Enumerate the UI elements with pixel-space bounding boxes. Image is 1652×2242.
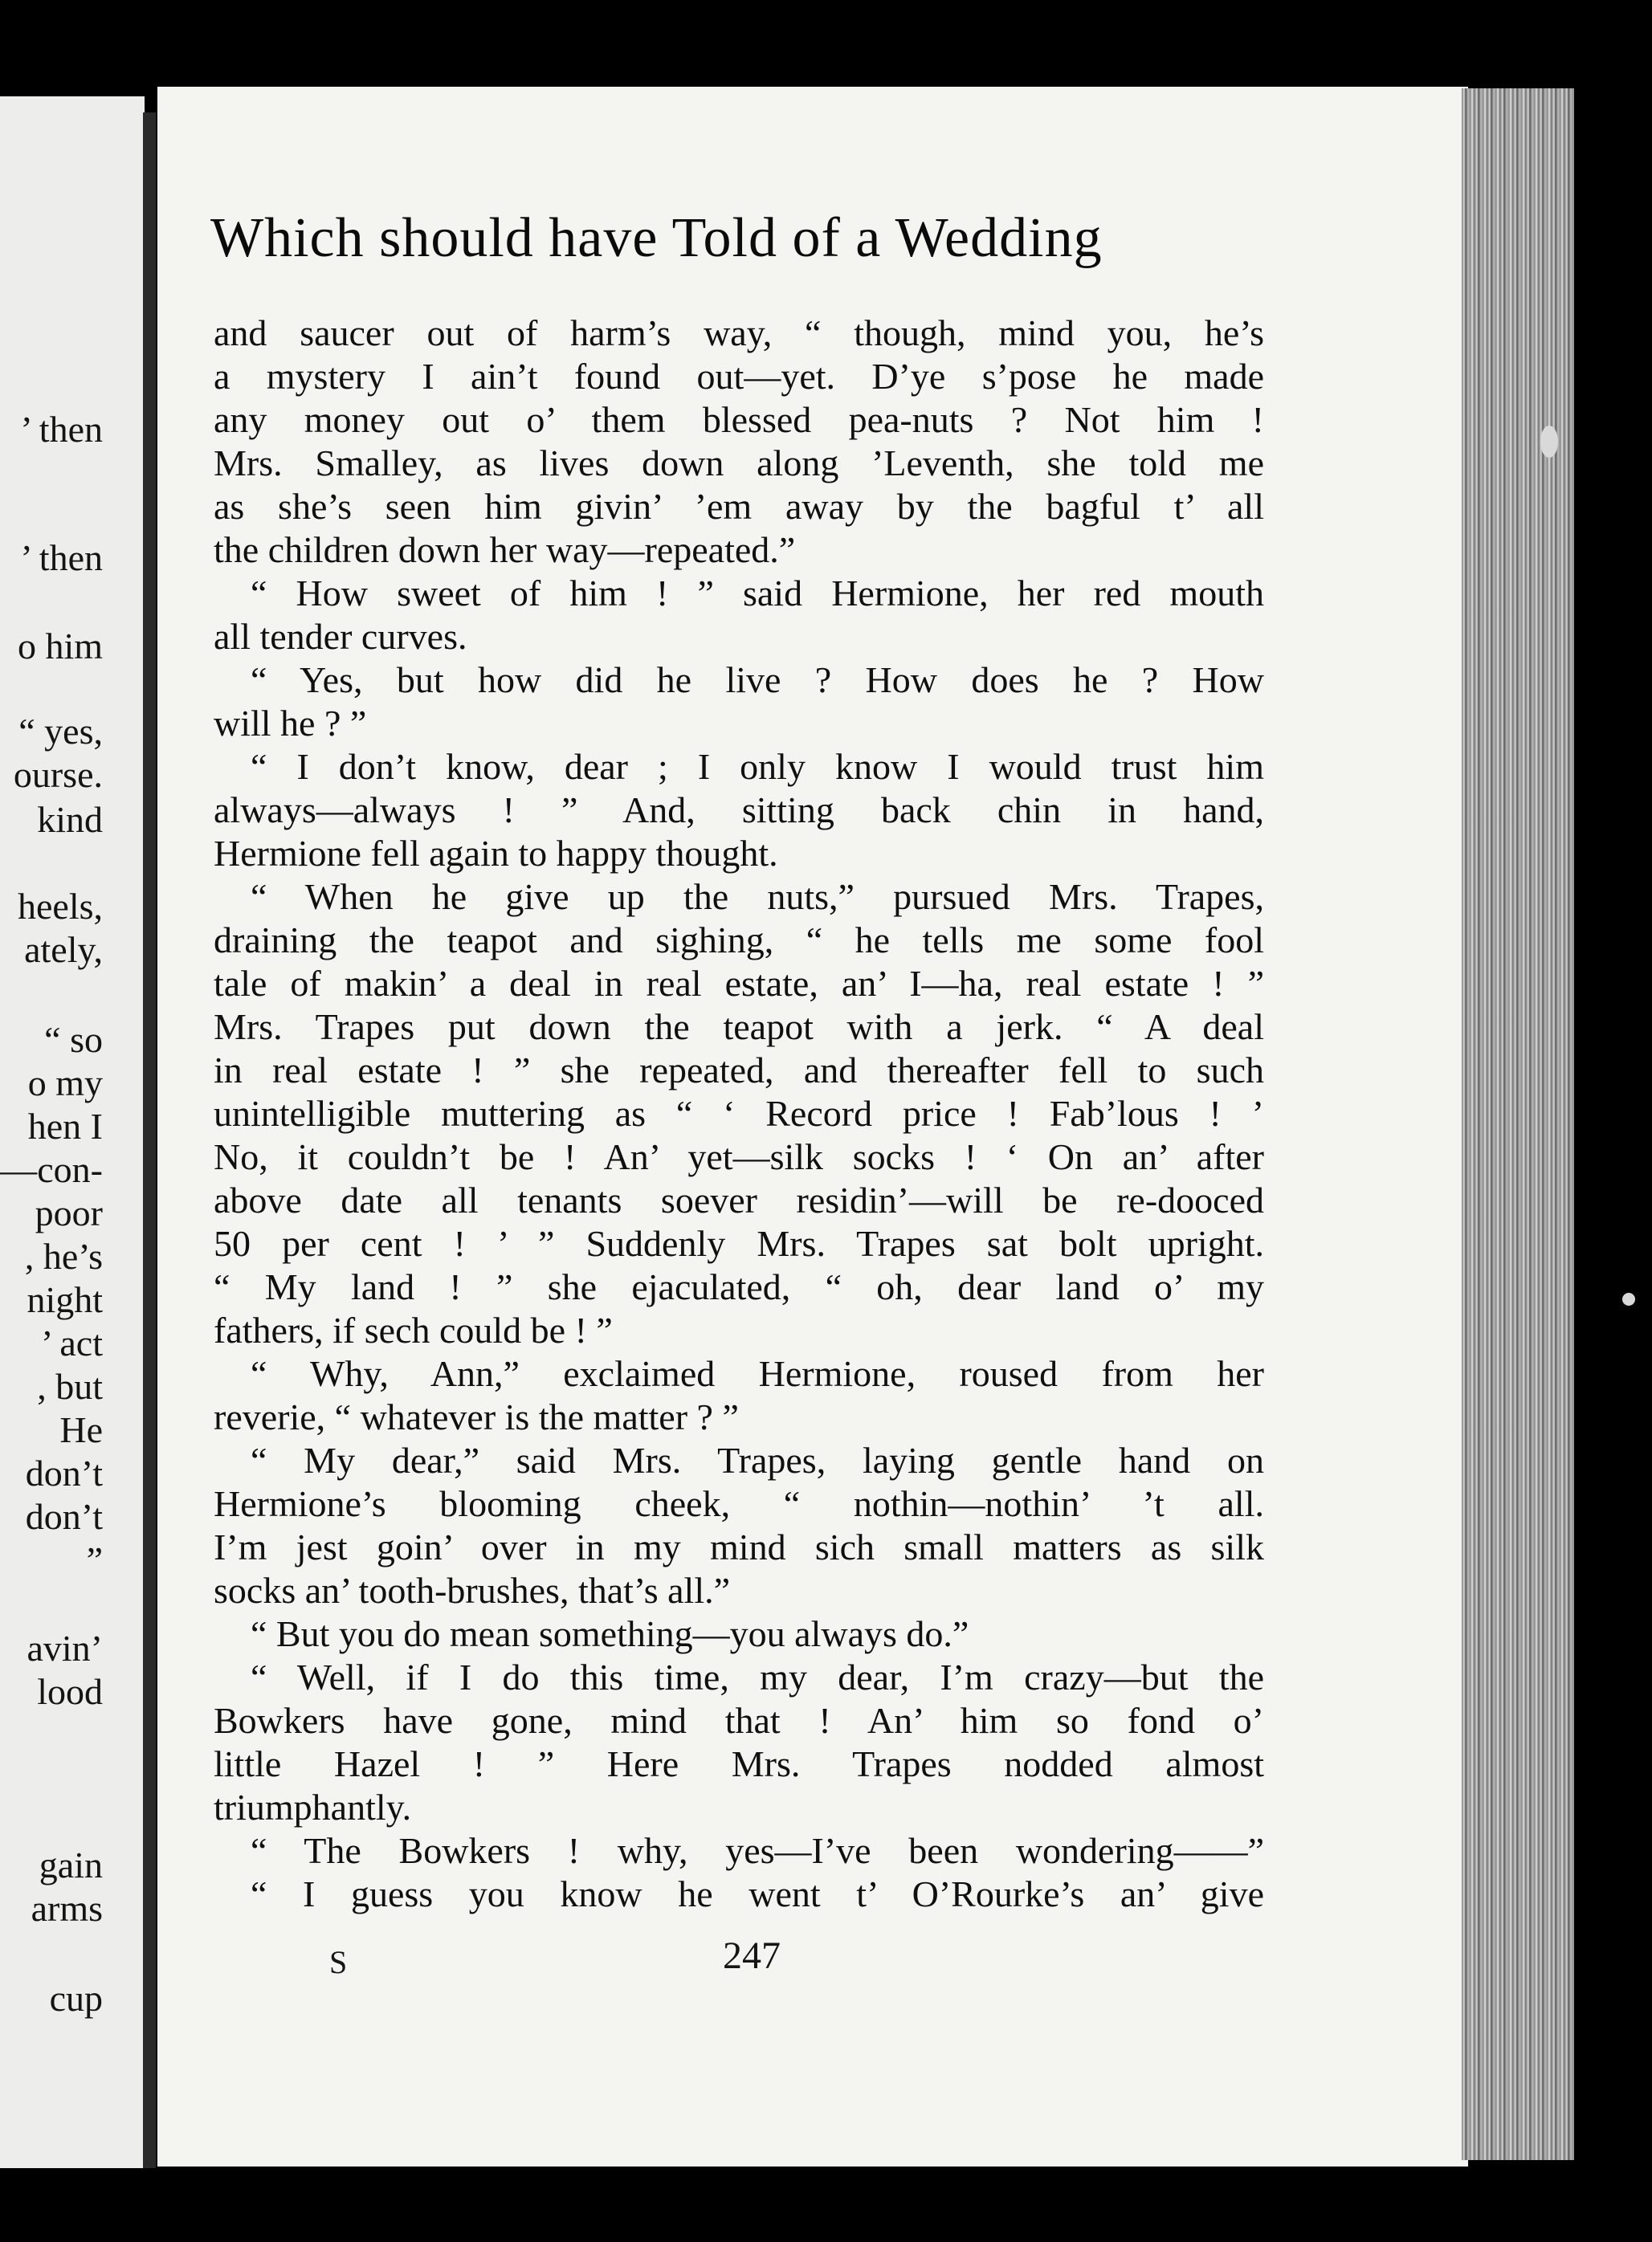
left-page-fragment: “ yes, <box>18 711 103 752</box>
scan-speck <box>1622 1293 1635 1306</box>
left-page-fragment: ” <box>86 1539 103 1580</box>
left-page-fragment: gain <box>39 1845 103 1885</box>
text-line: all tender curves. <box>214 616 467 657</box>
text-line: Hermione fell again to happy thought. <box>214 833 778 874</box>
left-page-fragment: arms <box>31 1888 103 1929</box>
page-number: 247 <box>723 1934 781 1977</box>
text-line: triumphantly. <box>214 1787 412 1828</box>
text-line: 50 per cent ! ’ ” Suddenly Mrs. Trapes sat bolt upright. <box>214 1223 1264 1264</box>
text-line: socks an’ tooth-brushes, that’s all.” <box>214 1570 731 1611</box>
text-line: the children down her way—repeated.” <box>214 529 796 570</box>
left-page-fragment: ’ then <box>20 537 103 578</box>
text-line: “ My dear,” said Mrs. Trapes, laying gentle hand on <box>251 1440 1264 1481</box>
text-line: “ The Bowkers ! why, yes—I’ve been wondering——” <box>251 1830 1264 1871</box>
signature-mark: S <box>329 1944 348 1980</box>
text-line: “ Why, Ann,” exclaimed Hermione, roused from her <box>251 1353 1264 1394</box>
text-line: “ My land ! ” she ejaculated, “ oh, dear land o’ my <box>214 1266 1264 1307</box>
text-line: Hermione’s blooming cheek, “ nothin—nothin’ ’t all. <box>214 1483 1264 1524</box>
text-line: little Hazel ! ” Here Mrs. Trapes nodded almost <box>214 1743 1264 1784</box>
left-page-fragment: heels, <box>17 886 103 927</box>
running-head: Which should have Told of a Wedding <box>210 207 1103 269</box>
left-page-fragment: “ so <box>44 1019 103 1060</box>
text-line: “ How sweet of him ! ” said Hermione, her red mouth <box>251 573 1264 613</box>
left-page-fragment: hen I <box>27 1106 103 1147</box>
left-page-fragment: o my <box>27 1062 103 1103</box>
text-line: in real estate ! ” she repeated, and thereafter fell to such <box>214 1050 1264 1090</box>
left-page-fragment: ourse. <box>13 754 103 795</box>
left-page-fragment: cup <box>49 1978 103 2019</box>
text-line: draining the teapot and sighing, “ he tells me some fool <box>214 919 1264 960</box>
text-line: “ Yes, but how did he live ? How does he ? How <box>251 659 1264 700</box>
left-page-fragment: , he’s <box>24 1236 103 1277</box>
text-line: reverie, “ whatever is the matter ? ” <box>214 1396 739 1437</box>
left-page-fragment: o him <box>17 626 103 666</box>
text-line: a mystery I ain’t found out—yet. D’ye s’pose he made <box>214 356 1264 397</box>
text-line: Mrs. Smalley, as lives down along ’Leventh, she told me <box>214 442 1264 483</box>
text-line: No, it couldn’t be ! An’ yet—silk socks ! ‘ On an’ after <box>214 1136 1264 1177</box>
left-page-fragment: night <box>27 1279 103 1320</box>
left-page-fragment: ’ act <box>40 1323 103 1364</box>
left-page-fragment: kind <box>37 799 103 840</box>
text-line: “ Well, if I do this time, my dear, I’m crazy—but the <box>251 1657 1264 1698</box>
text-line: tale of makin’ a deal in real estate, an’ I—ha, real estate ! ” <box>214 963 1264 1004</box>
text-line: I’m jest goin’ over in my mind sich small matters as silk <box>214 1527 1264 1567</box>
left-page-fragment: ately, <box>24 929 103 970</box>
text-line: will he ? ” <box>214 703 367 744</box>
left-page-fragment: —con- <box>0 1149 103 1190</box>
text-line: “ But you do mean something—you always do.” <box>251 1613 969 1654</box>
left-page <box>0 96 145 2168</box>
scan-speck <box>1540 426 1558 458</box>
left-page-fragment: , but <box>37 1366 103 1407</box>
page-edges-shadow <box>1574 88 1652 2160</box>
text-line: Bowkers have gone, mind that ! An’ him so fond o’ <box>214 1700 1264 1741</box>
book-gutter <box>143 112 156 2168</box>
left-page-fragment: He <box>59 1409 103 1450</box>
left-page-fragment: lood <box>37 1671 103 1712</box>
text-line: “ When he give up the nuts,” pursued Mrs. Trapes, <box>251 876 1264 917</box>
text-line: as she’s seen him givin’ ’em away by the bagful t’ all <box>214 486 1264 527</box>
text-line: any money out o’ them blessed pea-nuts ? Not him ! <box>214 399 1264 440</box>
text-line: always—always ! ” And, sitting back chin in hand, <box>214 789 1264 830</box>
text-line: fathers, if sech could be ! ” <box>214 1310 613 1351</box>
text-line: “ I guess you know he went t’ O’Rourke’s an’ give <box>251 1873 1264 1914</box>
text-line: and saucer out of harm’s way, “ though, mind you, he’s <box>214 312 1264 353</box>
text-line: Mrs. Trapes put down the teapot with a jerk. “ A deal <box>214 1006 1264 1047</box>
text-line: unintelligible muttering as “ ‘ Record price ! Fab’lous ! ’ <box>214 1093 1264 1134</box>
left-page-fragment: ’ then <box>20 409 103 450</box>
left-page-fragment: poor <box>35 1192 103 1233</box>
left-page-fragment: don’t <box>25 1496 103 1537</box>
text-line: above date all tenants soever residin’—will be re-dooced <box>214 1180 1264 1221</box>
left-page-fragment: don’t <box>25 1453 103 1494</box>
left-page-fragment: avin’ <box>27 1628 103 1669</box>
text-line: “ I don’t know, dear ; I only know I would trust him <box>251 746 1264 787</box>
